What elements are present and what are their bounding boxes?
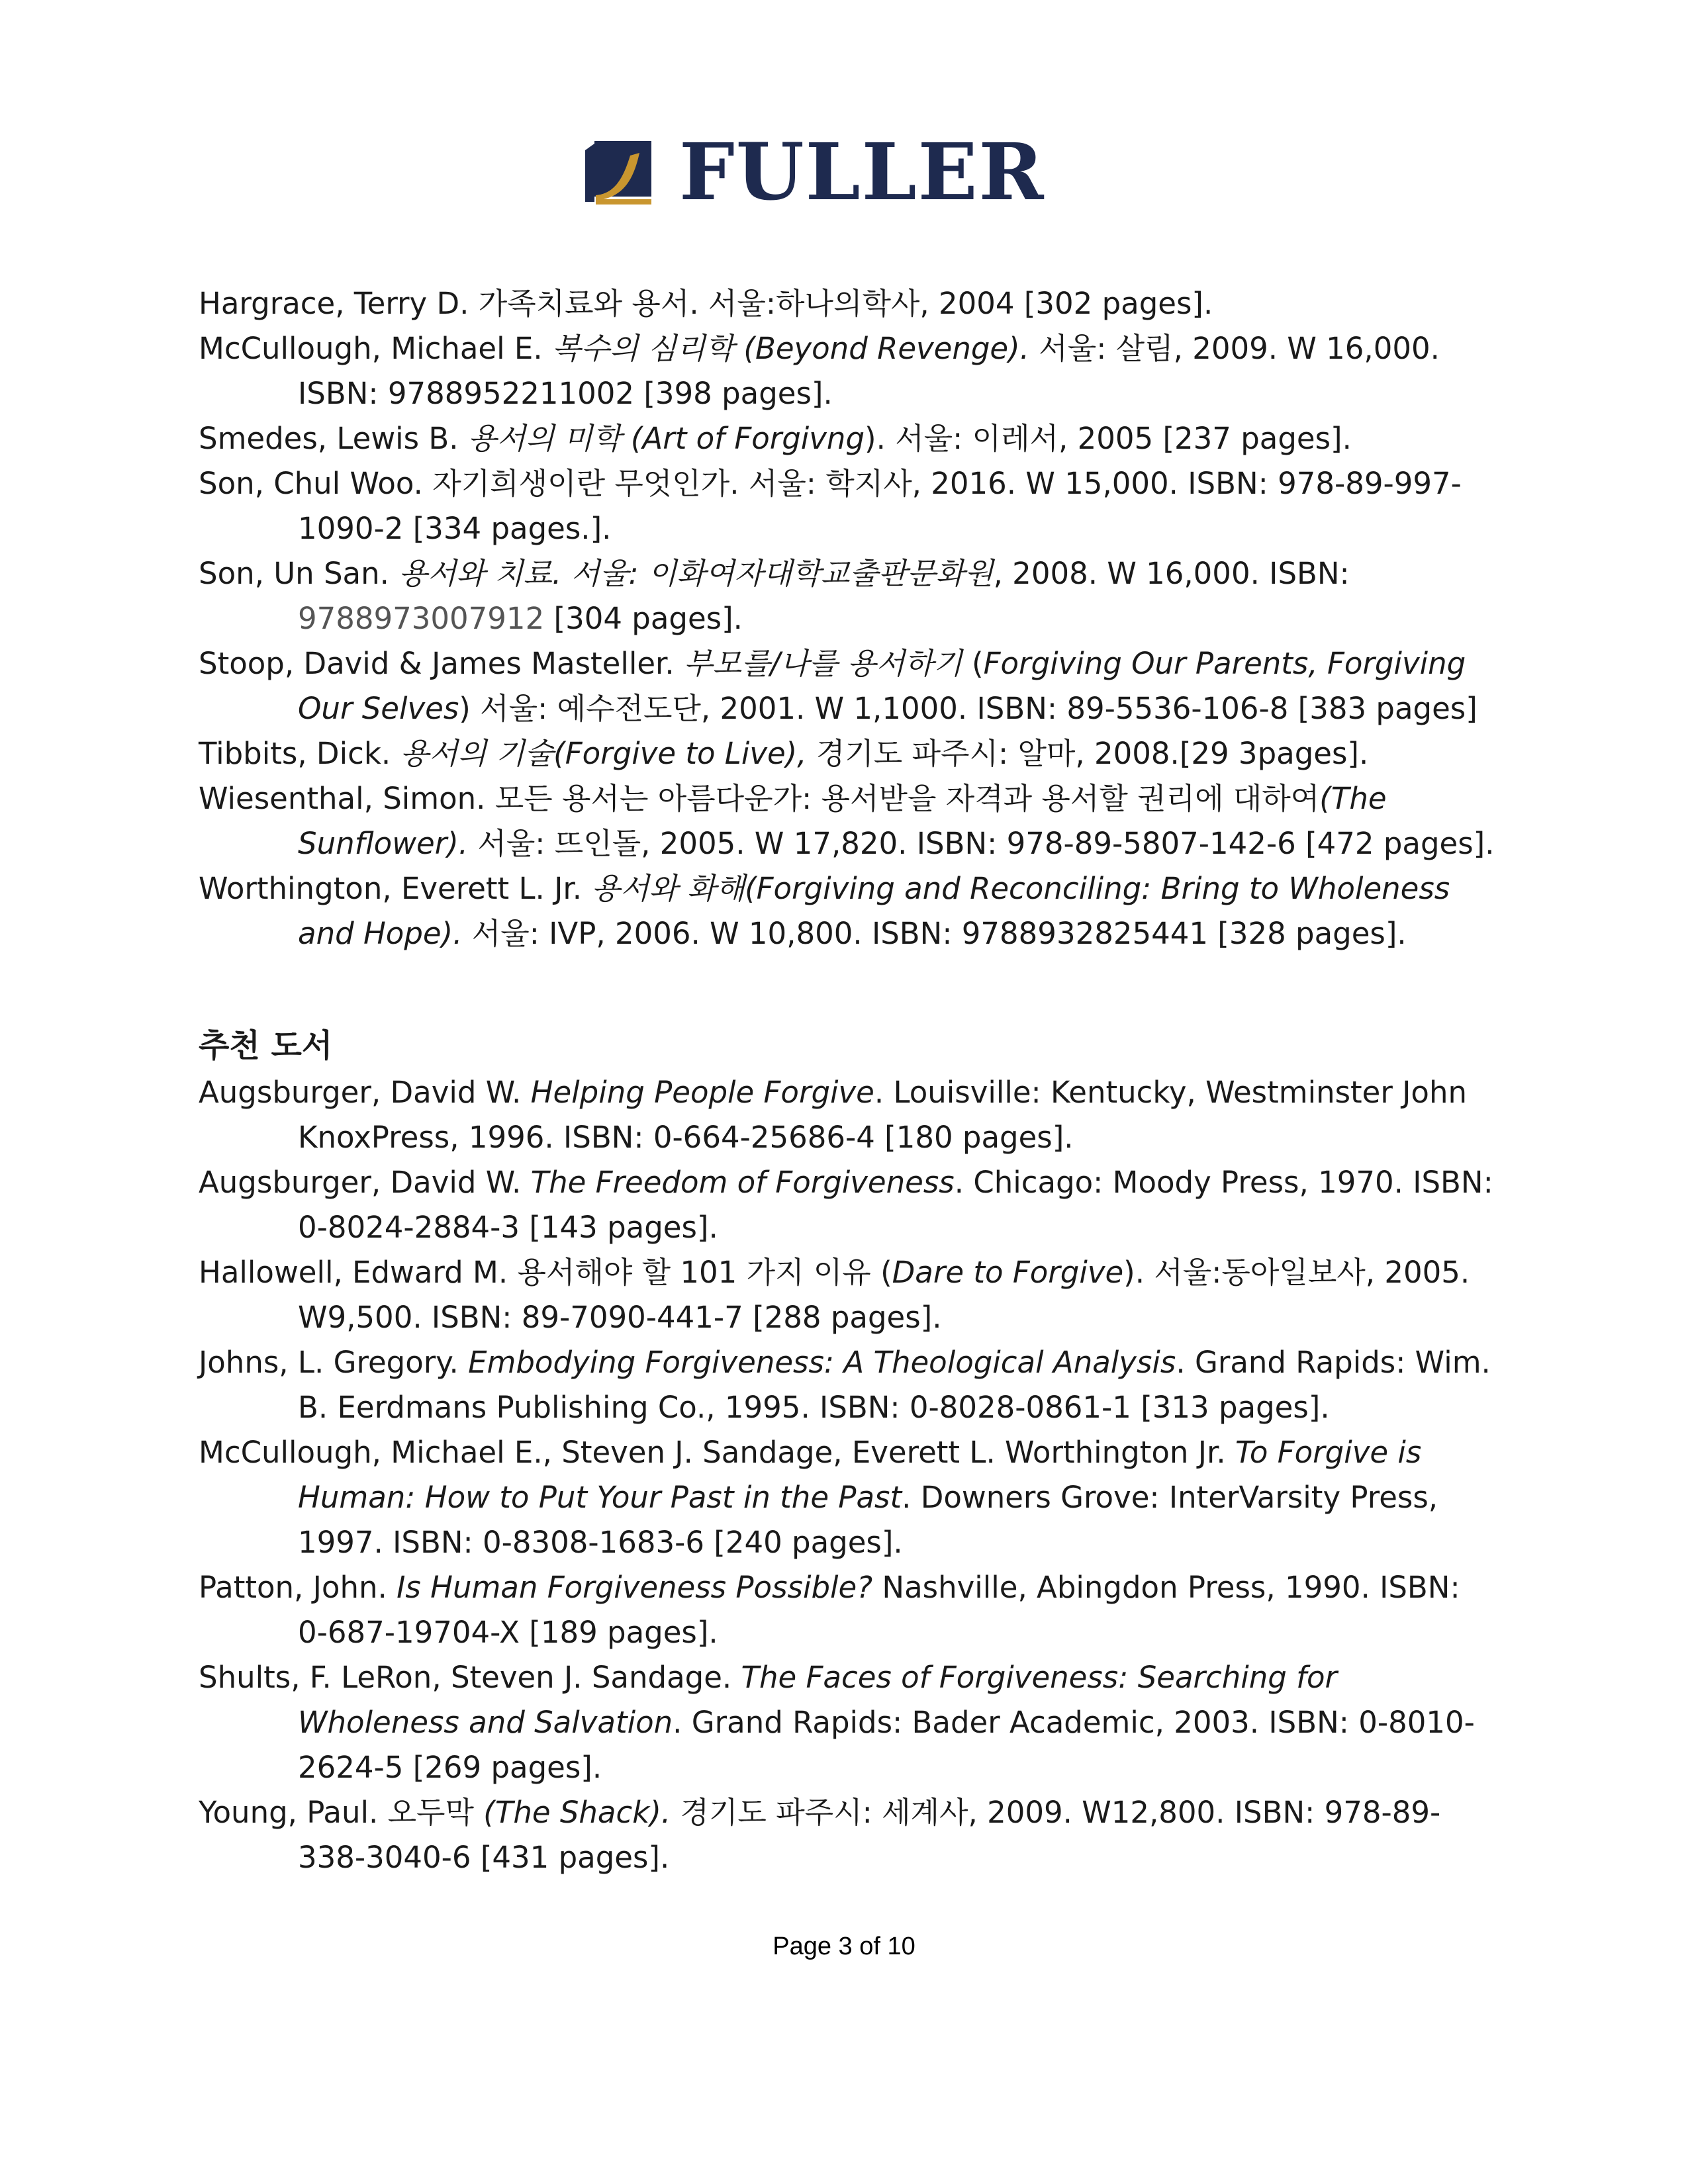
bib-entry: Patton, John. Is Human Forgiveness Possible? Nashville, Abingdon Press, 1990. ISBN: 0-687-19704-X [189 pages]. xyxy=(199,1570,1460,1650)
fuller-book-icon xyxy=(583,136,655,208)
page-number: Page 3 of 10 xyxy=(773,1933,915,1960)
bib-entry: Tibbits, Dick. 용서의 기술(Forgive to Live), 경기도 파주시: 알마, 2008.[29 3pages]. xyxy=(199,736,1369,771)
bib-entry: Hargrace, Terry D. 가족치료와 용서. 서울:하나의학사, 2004 [302 pages]. xyxy=(199,286,1213,321)
bib-entry: Son, Un San. 용서와 치료. 서울: 이화여자대학교출판문화원, 2008. W 16,000. ISBN: 9788973007912 [304 pages]. xyxy=(199,556,1350,636)
bib-entry: Smedes, Lewis B. 용서의 미학 (Art of Forgivng). 서울: 이레서, 2005 [237 pages]. xyxy=(199,421,1352,456)
bib-entry: Wiesenthal, Simon. 모든 용서는 아름다운가: 용서받을 자격과 용서할 권리에 대하여(The Sunflower). 서울: 뜨인돌, 2005. W 17,820. ISBN: 978-89-5807-142-6 [472 pages]. xyxy=(199,781,1495,861)
bib-entry: Worthington, Everett L. Jr. 용서와 화해(Forgiving and Reconciling: Bring to Wholeness and Hope). 서울: IVP, 2006. W 10,800. ISBN: 9788932825441 [328 pages]. xyxy=(199,871,1450,951)
bib-entry: Shults, F. LeRon, Steven J. Sandage. The Faces of Forgiveness: Searching for Wholeness and Salvation. Grand Rapids: Bader Academic, 2003. ISBN: 0-8010-2624-5 [269 pages]. xyxy=(199,1660,1475,1785)
bib-entry: Augsburger, David W. Helping People Forgive. Louisville: Kentucky, Westminster John KnoxPress, 1996. ISBN: 0-664-25686-4 [180 pages]. xyxy=(199,1075,1468,1155)
bib-entry: Hallowell, Edward M. 용서해야 할 101 가지 이유 (Dare to Forgive). 서울:동아일보사, 2005. W9,500. ISBN: 89-7090-441-7 [288 pages]. xyxy=(199,1255,1470,1335)
section-heading-recommended: 추천 도서 xyxy=(199,1027,333,1064)
bib-entry: McCullough, Michael E., Steven J. Sandage, Everett L. Worthington Jr. To Forgive is Human: How to Put Your Past in the Past. Downers Grove: InterVarsity Press, 1997. ISBN: 0-8308-1683-6 [240 pages]. xyxy=(199,1435,1438,1560)
bib-entry: Johns, L. Gregory. Embodying Forgiveness: A Theological Analysis. Grand Rapids: Wim. B. Eerdmans Publishing Co., 1995. ISBN: 0-8028-0861-1 [313 pages]. xyxy=(199,1345,1491,1425)
bib-entry: Young, Paul. 오두막 (The Shack). 경기도 파주시: 세계사, 2009. W12,800. ISBN: 978-89-338-3040-6 [431 pages]. xyxy=(199,1795,1441,1875)
bib-entry: Augsburger, David W. The Freedom of Forgiveness. Chicago: Moody Press, 1970. ISBN: 0-8024-2884-3 [143 pages]. xyxy=(199,1165,1493,1245)
bib-entry: McCullough, Michael E. 복수의 심리학 (Beyond Revenge). 서울: 살림, 2009. W 16,000. ISBN: 9788952211002 [398 pages]. xyxy=(199,331,1440,411)
logo-wordmark: FULLER xyxy=(679,126,1045,218)
bib-entry: Stoop, David & James Masteller. 부모를/나를 용서하기 (Forgiving Our Parents, Forgiving Our Selves) 서울: 예수전도단, 2001. W 1,1000. ISBN: 89-5536-106-8 [383 pages] xyxy=(199,646,1477,726)
bib-entry: Son, Chul Woo. 자기희생이란 무엇인가. 서울: 학지사, 2016. W 15,000. ISBN: 978-89-997-1090-2 [334 pages.]. xyxy=(199,466,1462,546)
bibliography xyxy=(199,281,1496,1880)
fuller-logo xyxy=(583,126,1105,218)
